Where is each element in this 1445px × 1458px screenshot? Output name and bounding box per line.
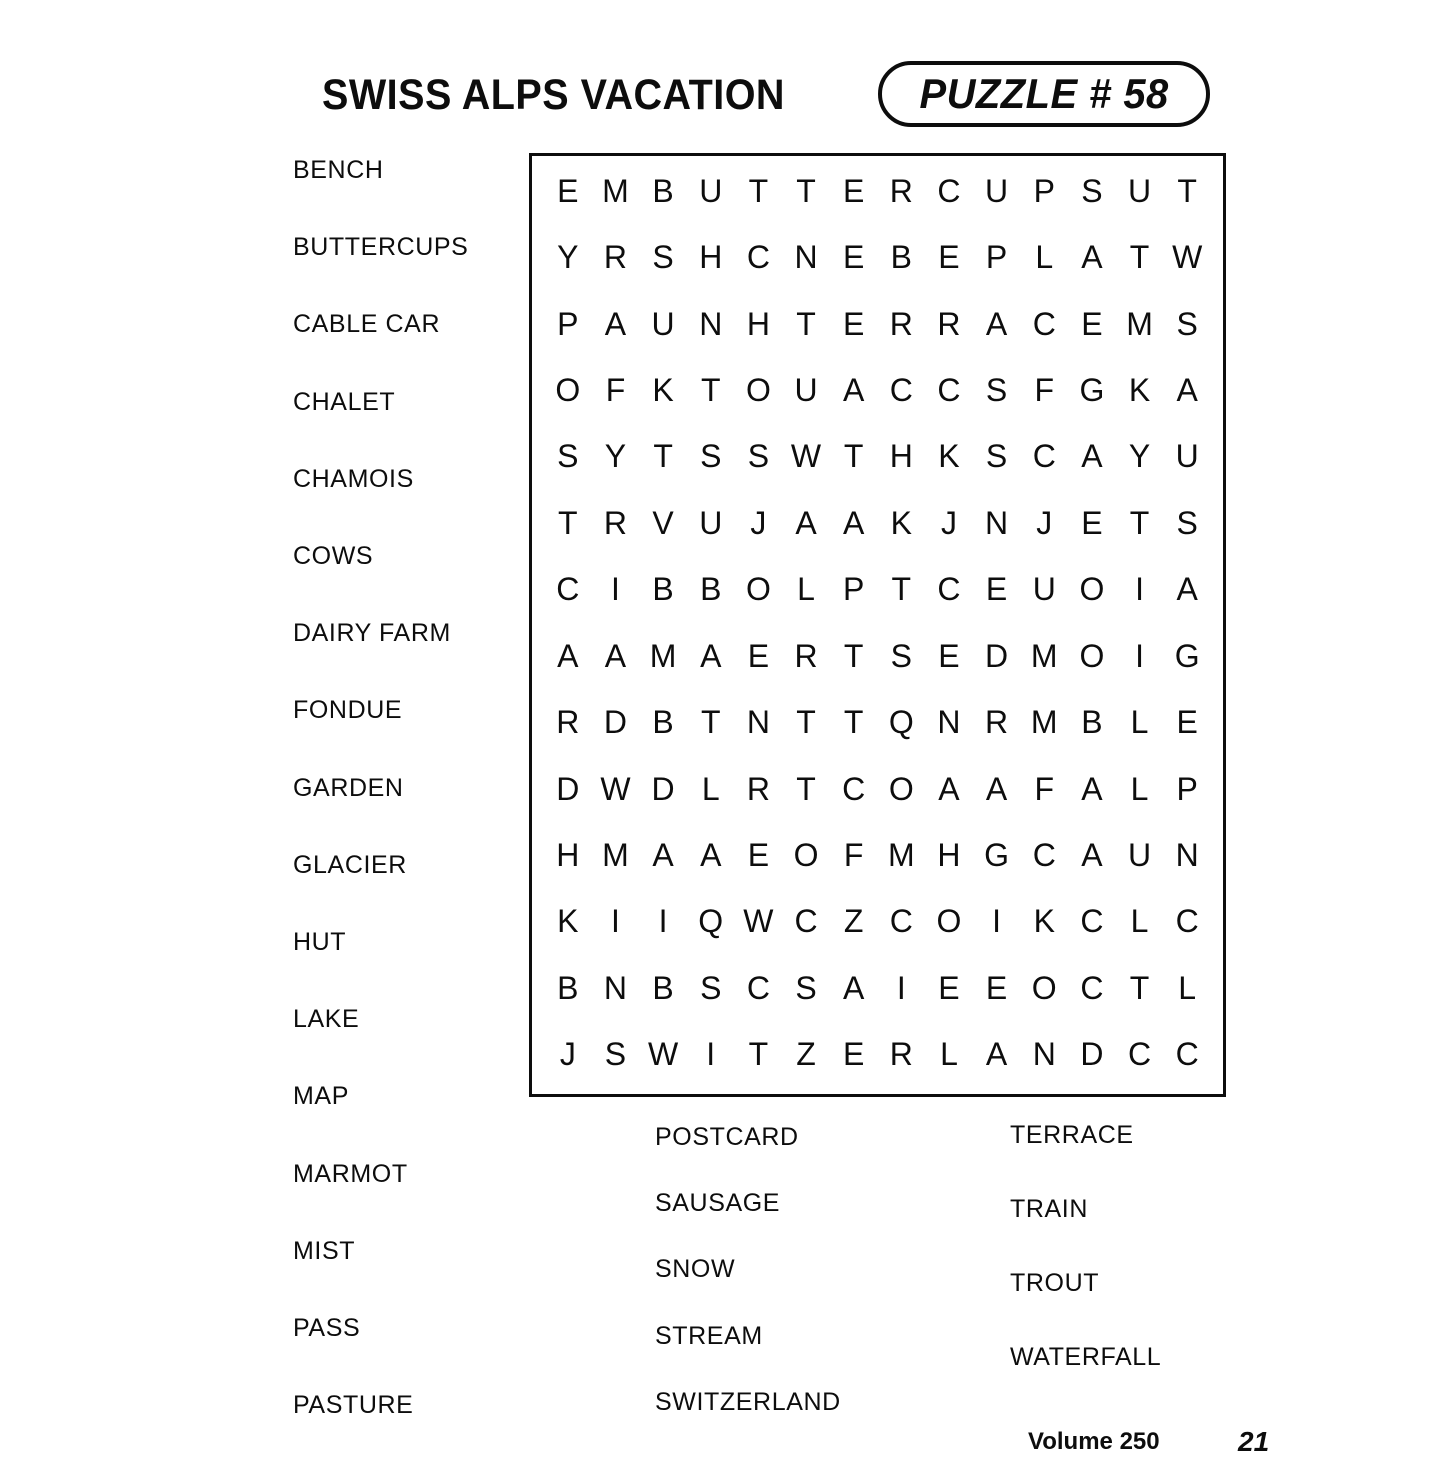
- word-list-item: SNOW: [655, 1237, 841, 1303]
- grid-cell: G: [1163, 623, 1211, 689]
- grid-cell: R: [544, 689, 592, 755]
- grid-cell: P: [1020, 158, 1068, 224]
- grid-cell: F: [1020, 357, 1068, 423]
- grid-cell: R: [735, 756, 783, 822]
- grid-cell: O: [782, 822, 830, 888]
- grid-cell: C: [1020, 291, 1068, 357]
- puzzle-number-label: PUZZLE # 58: [919, 70, 1168, 118]
- grid-cell: M: [592, 822, 640, 888]
- word-list-item: PASS: [293, 1290, 468, 1367]
- grid-cell: I: [1116, 557, 1164, 623]
- grid-cell: H: [925, 822, 973, 888]
- grid-cell: E: [1068, 291, 1116, 357]
- grid-cell: A: [1163, 557, 1211, 623]
- grid-cell: U: [1020, 557, 1068, 623]
- grid-cell: C: [735, 955, 783, 1021]
- grid-cell: L: [1163, 955, 1211, 1021]
- grid-cell: A: [687, 623, 735, 689]
- grid-cell: K: [1116, 357, 1164, 423]
- grid-cell: E: [544, 158, 592, 224]
- grid-cell: D: [973, 623, 1021, 689]
- grid-cell: T: [687, 689, 735, 755]
- grid-cell: A: [1068, 224, 1116, 290]
- word-list-item: MIST: [293, 1213, 468, 1290]
- grid-cell: O: [1020, 955, 1068, 1021]
- grid-cell: T: [1163, 158, 1211, 224]
- grid-cell: S: [973, 424, 1021, 490]
- grid-cell: I: [639, 889, 687, 955]
- grid-cell: A: [830, 357, 878, 423]
- word-list-item: MAP: [293, 1058, 468, 1135]
- grid-cell: F: [830, 822, 878, 888]
- grid-cell: T: [735, 1022, 783, 1088]
- grid-cell: M: [1116, 291, 1164, 357]
- grid-cell: A: [592, 291, 640, 357]
- letter-grid: [529, 153, 1226, 1097]
- grid-cell: O: [877, 756, 925, 822]
- grid-cell: E: [1163, 689, 1211, 755]
- word-list-item: BUTTERCUPS: [293, 209, 468, 286]
- grid-cell: Z: [782, 1022, 830, 1088]
- grid-cell: T: [735, 158, 783, 224]
- grid-cell: O: [735, 557, 783, 623]
- grid-cell: V: [639, 490, 687, 556]
- grid-cell: F: [592, 357, 640, 423]
- word-list-item: CHALET: [293, 364, 468, 441]
- grid-cell: T: [782, 756, 830, 822]
- grid-cell: I: [1116, 623, 1164, 689]
- grid-cell: P: [973, 224, 1021, 290]
- grid-cell: A: [1163, 357, 1211, 423]
- grid-cell: D: [544, 756, 592, 822]
- grid-cell: C: [1163, 889, 1211, 955]
- grid-cell: O: [735, 357, 783, 423]
- grid-cell: C: [1116, 1022, 1164, 1088]
- grid-cell: B: [639, 689, 687, 755]
- grid-cell: I: [687, 1022, 735, 1088]
- word-list-item: LAKE: [293, 981, 468, 1058]
- grid-cell: S: [592, 1022, 640, 1088]
- grid-cell: U: [973, 158, 1021, 224]
- grid-cell: K: [1020, 889, 1068, 955]
- grid-cell: D: [1068, 1022, 1116, 1088]
- grid-cell: R: [592, 224, 640, 290]
- grid-cell: A: [1068, 822, 1116, 888]
- grid-cell: R: [973, 689, 1021, 755]
- grid-cell: C: [1163, 1022, 1211, 1088]
- grid-cell: A: [973, 291, 1021, 357]
- grid-cell: G: [1068, 357, 1116, 423]
- grid-cell: K: [544, 889, 592, 955]
- grid-cell: A: [830, 955, 878, 1021]
- grid-cell: C: [830, 756, 878, 822]
- grid-cell: L: [1116, 889, 1164, 955]
- grid-cell: S: [973, 357, 1021, 423]
- grid-cell: I: [592, 889, 640, 955]
- grid-cell: L: [782, 557, 830, 623]
- grid-cell: O: [1068, 557, 1116, 623]
- grid-cell: E: [830, 158, 878, 224]
- word-list-item: SAUSAGE: [655, 1170, 841, 1236]
- grid-cell: U: [782, 357, 830, 423]
- grid-cell: U: [1116, 822, 1164, 888]
- grid-cell: N: [973, 490, 1021, 556]
- word-list-item: BENCH: [293, 132, 468, 209]
- word-list-left: [293, 132, 468, 1444]
- grid-cell: T: [1116, 224, 1164, 290]
- grid-cell: C: [1020, 822, 1068, 888]
- grid-cell: S: [687, 424, 735, 490]
- grid-cell: R: [877, 158, 925, 224]
- grid-cell: U: [1116, 158, 1164, 224]
- grid-cell: K: [639, 357, 687, 423]
- grid-cell: S: [1068, 158, 1116, 224]
- grid-cell: M: [592, 158, 640, 224]
- grid-cell: E: [1068, 490, 1116, 556]
- grid-cell: N: [1020, 1022, 1068, 1088]
- grid-cell: E: [735, 623, 783, 689]
- grid-cell: C: [877, 889, 925, 955]
- word-list-item: GARDEN: [293, 750, 468, 827]
- grid-cell: N: [925, 689, 973, 755]
- word-list-item: TROUT: [1010, 1246, 1161, 1320]
- grid-cell: N: [1163, 822, 1211, 888]
- puzzle-number-badge: [878, 61, 1210, 127]
- grid-cell: J: [1020, 490, 1068, 556]
- grid-cell: O: [544, 357, 592, 423]
- grid-cell: A: [973, 756, 1021, 822]
- word-list-item: DAIRY FARM: [293, 595, 468, 672]
- word-list-item: PASTURE: [293, 1367, 468, 1444]
- grid-cell: O: [925, 889, 973, 955]
- grid-cell: W: [1163, 224, 1211, 290]
- grid-cell: E: [925, 955, 973, 1021]
- grid-cell: A: [592, 623, 640, 689]
- grid-cell: M: [877, 822, 925, 888]
- grid-cell: N: [592, 955, 640, 1021]
- grid-cell: D: [592, 689, 640, 755]
- grid-cell: A: [1068, 424, 1116, 490]
- grid-cell: A: [544, 623, 592, 689]
- grid-cell: C: [544, 557, 592, 623]
- word-list-item: TRAIN: [1010, 1172, 1161, 1246]
- grid-cell: R: [925, 291, 973, 357]
- grid-cell: N: [735, 689, 783, 755]
- grid-cell: L: [925, 1022, 973, 1088]
- word-list-item: HUT: [293, 904, 468, 981]
- word-list-item: CABLE CAR: [293, 286, 468, 363]
- grid-cell: A: [830, 490, 878, 556]
- grid-cell: H: [877, 424, 925, 490]
- grid-cell: I: [592, 557, 640, 623]
- grid-cell: C: [735, 224, 783, 290]
- grid-cell: G: [973, 822, 1021, 888]
- grid-cell: K: [925, 424, 973, 490]
- grid-cell: E: [925, 224, 973, 290]
- grid-cell: O: [1068, 623, 1116, 689]
- grid-cell: K: [877, 490, 925, 556]
- grid-cell: E: [830, 291, 878, 357]
- word-list-item: WATERFALL: [1010, 1320, 1161, 1394]
- grid-cell: B: [639, 158, 687, 224]
- grid-cell: S: [1163, 490, 1211, 556]
- footer-volume-text: Volume 250: [1028, 1428, 1160, 1456]
- grid-cell: L: [1116, 689, 1164, 755]
- grid-cell: W: [782, 424, 830, 490]
- grid-cell: Y: [544, 224, 592, 290]
- grid-cell: P: [544, 291, 592, 357]
- grid-cell: J: [544, 1022, 592, 1088]
- grid-cell: U: [639, 291, 687, 357]
- grid-cell: T: [1116, 490, 1164, 556]
- grid-cell: S: [687, 955, 735, 1021]
- grid-cell: H: [687, 224, 735, 290]
- grid-cell: T: [782, 158, 830, 224]
- grid-cell: B: [639, 955, 687, 1021]
- grid-cell: T: [639, 424, 687, 490]
- word-list-item: POSTCARD: [655, 1104, 841, 1170]
- grid-cell: W: [735, 889, 783, 955]
- grid-cell: M: [1020, 689, 1068, 755]
- grid-cell: S: [877, 623, 925, 689]
- grid-cell: P: [830, 557, 878, 623]
- grid-cell: B: [1068, 689, 1116, 755]
- grid-cell: T: [782, 291, 830, 357]
- grid-cell: S: [639, 224, 687, 290]
- grid-cell: J: [735, 490, 783, 556]
- grid-cell: T: [687, 357, 735, 423]
- grid-cell: Y: [1116, 424, 1164, 490]
- page-title: SWISS ALPS VACATION: [322, 74, 785, 117]
- grid-cell: T: [830, 689, 878, 755]
- grid-cell: W: [639, 1022, 687, 1088]
- grid-cell: T: [830, 424, 878, 490]
- grid-cell: S: [735, 424, 783, 490]
- grid-cell: C: [925, 557, 973, 623]
- grid-cell: N: [687, 291, 735, 357]
- grid-cell: T: [544, 490, 592, 556]
- grid-cell: Y: [592, 424, 640, 490]
- grid-cell: S: [782, 955, 830, 1021]
- word-list-item: STREAM: [655, 1303, 841, 1369]
- grid-cell: Q: [687, 889, 735, 955]
- grid-cell: E: [925, 623, 973, 689]
- grid-cell: R: [592, 490, 640, 556]
- grid-cell: R: [877, 1022, 925, 1088]
- grid-cell: L: [1116, 756, 1164, 822]
- grid-cell: H: [735, 291, 783, 357]
- word-list-middle: [655, 1104, 841, 1436]
- grid-cell: E: [735, 822, 783, 888]
- grid-cell: E: [973, 557, 1021, 623]
- grid-cell: A: [639, 822, 687, 888]
- grid-cell: U: [687, 490, 735, 556]
- grid-cell: C: [1020, 424, 1068, 490]
- grid-cell: L: [687, 756, 735, 822]
- grid-cell: C: [877, 357, 925, 423]
- grid-cell: Z: [830, 889, 878, 955]
- word-list-item: TERRACE: [1010, 1098, 1161, 1172]
- grid-cell: C: [925, 357, 973, 423]
- grid-cell: N: [782, 224, 830, 290]
- grid-cell: A: [925, 756, 973, 822]
- grid-cell: B: [639, 557, 687, 623]
- grid-cell: J: [925, 490, 973, 556]
- word-list-item: FONDUE: [293, 672, 468, 749]
- grid-cell: P: [1163, 756, 1211, 822]
- grid-cell: W: [592, 756, 640, 822]
- grid-cell: R: [782, 623, 830, 689]
- grid-cell: A: [687, 822, 735, 888]
- grid-cell: A: [782, 490, 830, 556]
- grid-cell: Q: [877, 689, 925, 755]
- grid-cell: H: [544, 822, 592, 888]
- grid-cell: E: [973, 955, 1021, 1021]
- word-list-item: MARMOT: [293, 1135, 468, 1212]
- grid-cell: E: [830, 1022, 878, 1088]
- grid-cell: D: [639, 756, 687, 822]
- grid-cell: T: [830, 623, 878, 689]
- grid-cell: S: [1163, 291, 1211, 357]
- grid-cell: R: [877, 291, 925, 357]
- grid-cell: A: [1068, 756, 1116, 822]
- grid-cell: I: [973, 889, 1021, 955]
- grid-cell: U: [687, 158, 735, 224]
- word-list-item: CHAMOIS: [293, 441, 468, 518]
- grid-cell: C: [782, 889, 830, 955]
- word-list-right: [1010, 1098, 1161, 1394]
- grid-cell: A: [973, 1022, 1021, 1088]
- grid-cell: E: [830, 224, 878, 290]
- grid-cell: B: [687, 557, 735, 623]
- grid-cell: F: [1020, 756, 1068, 822]
- grid-cell: C: [1068, 889, 1116, 955]
- grid-cell: T: [877, 557, 925, 623]
- grid-cell: B: [877, 224, 925, 290]
- grid-cell: C: [925, 158, 973, 224]
- grid-cell: M: [1020, 623, 1068, 689]
- word-list-item: SWITZERLAND: [655, 1370, 841, 1436]
- grid-cell: M: [639, 623, 687, 689]
- word-list-item: GLACIER: [293, 827, 468, 904]
- grid-cell: S: [544, 424, 592, 490]
- grid-cell: I: [877, 955, 925, 1021]
- grid-cell: T: [1116, 955, 1164, 1021]
- grid-cell: U: [1163, 424, 1211, 490]
- word-list-item: COWS: [293, 518, 468, 595]
- grid-cell: C: [1068, 955, 1116, 1021]
- grid-cell: B: [544, 955, 592, 1021]
- footer-page-number: 21: [1238, 1426, 1269, 1458]
- grid-cell: L: [1020, 224, 1068, 290]
- grid-cell: T: [782, 689, 830, 755]
